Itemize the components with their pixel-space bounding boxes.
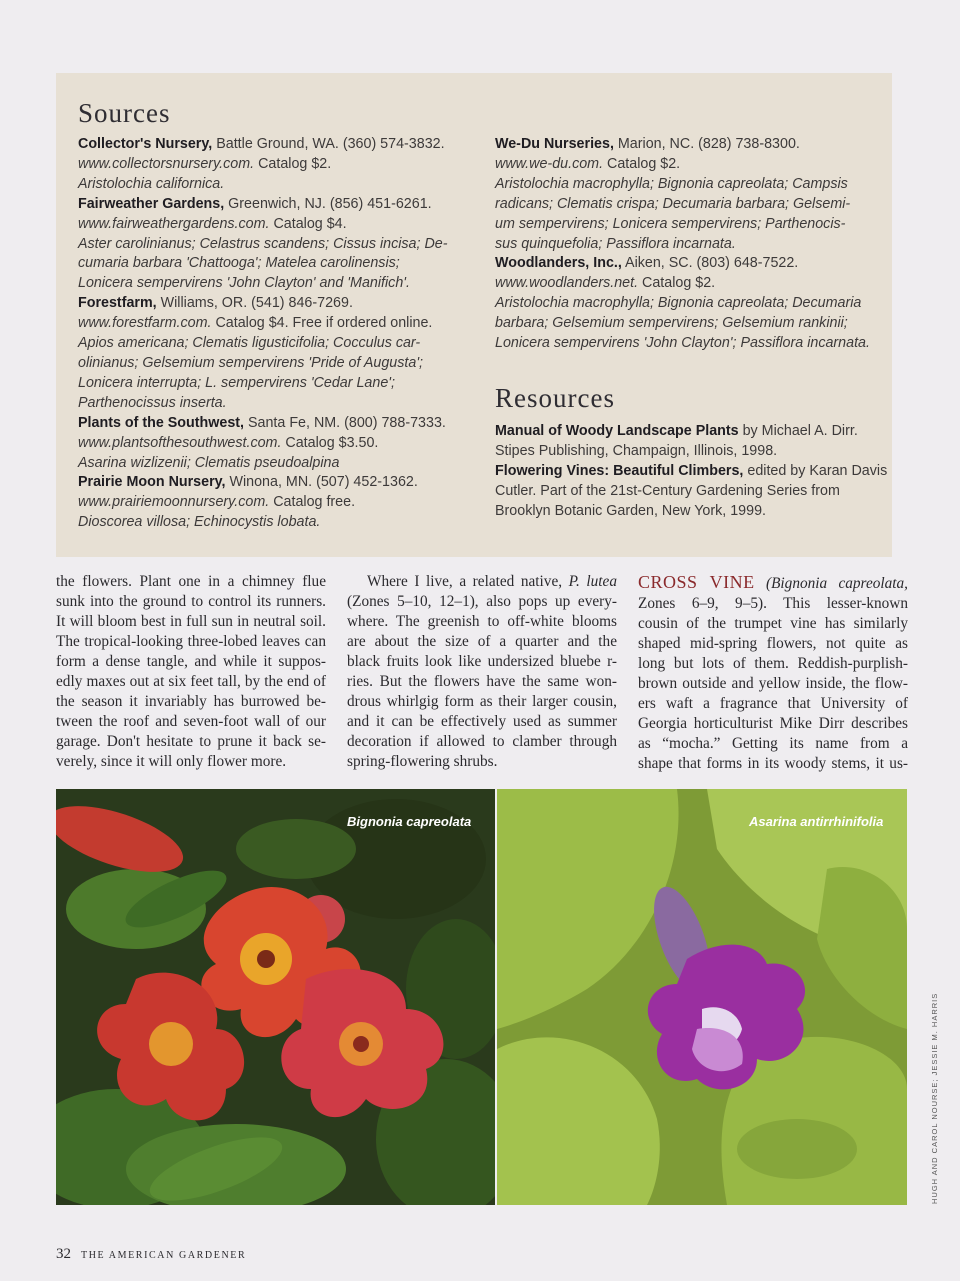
body-line: are about the size of a quarter and the bbox=[347, 633, 617, 650]
body-line: shape that forms in its woody stems, it us- bbox=[638, 755, 908, 772]
source-entry bbox=[78, 473, 456, 533]
body-line: edly maxes out at six feet tall, by the end of bbox=[56, 673, 326, 690]
source-website: www.forestfarm.com. bbox=[78, 315, 212, 332]
cross-vine-heading: CROSS VINE bbox=[638, 572, 755, 592]
source-details: Winona, MN. (507) 452-1362. bbox=[225, 474, 418, 491]
photo-credit: HUGH AND CAROL NOURSE; JESSIE M. HARRIS bbox=[930, 992, 939, 1204]
bignonia-flowers-illustration bbox=[56, 789, 495, 1205]
source-details: Marion, NC. (828) 738-8300. bbox=[613, 136, 800, 152]
source-name: Collector's Nursery, bbox=[78, 136, 213, 152]
source-website: www.prairiemoonnursery.com. bbox=[78, 494, 270, 511]
body-line: form a dense tangle, and while it suppos- bbox=[56, 653, 326, 670]
body-line: garage. Don't hesitate to prune it back se- bbox=[56, 733, 326, 750]
source-entry bbox=[495, 135, 875, 254]
source-catalog: Catalog $4. bbox=[269, 215, 347, 232]
sources-sidebar bbox=[56, 73, 892, 557]
resource-details: edited by Karan Davis bbox=[743, 462, 888, 479]
page-footer bbox=[56, 1246, 246, 1263]
asarina-caption: Asarina antirrhinifolia bbox=[749, 814, 884, 829]
source-details: Williams, OR. (541) 846-7269. bbox=[156, 295, 353, 312]
source-plants: Asarina wizlizenii; Clematis pseudoalpina bbox=[78, 454, 340, 471]
body-line: as “mocha.” Getting its name from a bbox=[638, 735, 908, 752]
source-entry bbox=[78, 294, 456, 413]
species-name: P. lutea bbox=[568, 573, 617, 590]
body-line: shaped mid-spring flowers, not quite as bbox=[638, 635, 908, 652]
source-plants: Apios americana; Clematis ligusticifolia; Cocculus car- bbox=[78, 335, 421, 352]
source-plants: sus quinquefolia; Passiflora incarnata. bbox=[495, 235, 736, 252]
resource-details: Brooklyn Botanic Garden, New York, 1999. bbox=[495, 502, 767, 519]
source-catalog: Catalog $3.50. bbox=[281, 434, 379, 451]
source-name: Forestfarm, bbox=[78, 295, 157, 312]
body-line: ries. But the flowers have the same won- bbox=[347, 673, 617, 690]
source-plants: Aristolochia macrophylla; Bignonia capreolata; Decumaria bbox=[495, 295, 862, 312]
bignonia-caption: Bignonia capreolata bbox=[347, 814, 472, 829]
source-website: www.woodlanders.net. bbox=[495, 275, 639, 292]
body-line: brown outside and yellow inside, the flow- bbox=[638, 675, 908, 692]
source-plants: Lonicera interrupta; L. sempervirens 'Cedar Lane'; bbox=[78, 374, 395, 391]
body-line: the season it invariably has burrowed be- bbox=[56, 693, 326, 710]
source-plants: Lonicera sempervirens 'John Clayton'; Passiflora incarnata. bbox=[495, 335, 870, 352]
page-number: 32 bbox=[56, 1246, 71, 1262]
source-plants: um sempervirens; Lonicera sempervirens; Parthenocis- bbox=[495, 215, 846, 232]
body-line: The tropical-looking three-lobed leaves can bbox=[56, 633, 326, 650]
source-catalog: Catalog free. bbox=[269, 494, 356, 511]
body-line: tween the roof and seven-foot wall of our bbox=[56, 713, 326, 730]
sources-left-column bbox=[78, 97, 456, 533]
resource-details: by Michael A. Dirr. bbox=[738, 422, 858, 439]
source-plants: Aristolochia macrophylla; Bignonia capreolata; Campsis bbox=[495, 175, 848, 192]
source-plants: cumaria barbara 'Chattooga'; Matelea carolinensis; bbox=[78, 255, 400, 272]
sources-heading: Sources bbox=[78, 98, 171, 128]
source-name: Plants of the Southwest, bbox=[78, 414, 245, 431]
source-name: Fairweather Gardens, bbox=[78, 195, 225, 212]
source-entry bbox=[78, 414, 456, 474]
source-name: Woodlanders, Inc., bbox=[495, 255, 622, 272]
bignonia-photo bbox=[56, 789, 495, 1205]
source-plants: barbara; Gelsemium sempervirens; Gelsemium rankinii; bbox=[495, 315, 848, 332]
source-details: Aiken, SC. (803) 648-7522. bbox=[621, 255, 799, 272]
body-line: and it can be effectively used as summer bbox=[347, 713, 617, 730]
source-name: We-Du Nurseries, bbox=[495, 136, 614, 152]
body-line: verely, since it will only flower more. bbox=[56, 753, 287, 770]
source-website: www.collectorsnursery.com. bbox=[78, 155, 255, 172]
body-line: ers waft a fragrance that University of bbox=[638, 695, 908, 712]
asarina-photo bbox=[497, 789, 907, 1205]
source-details: Greenwich, NJ. (856) 451-6261. bbox=[224, 195, 432, 212]
resource-entry bbox=[495, 422, 875, 462]
source-plants: Aster carolinianus; Celastrus scandens; Cissus incisa; De- bbox=[78, 235, 448, 252]
resource-title: Flowering Vines: Beautiful Climbers, bbox=[495, 462, 744, 479]
resource-details: Stipes Publishing, Champaign, Illinois, 1998. bbox=[495, 442, 778, 459]
body-line: black fruits look like undersized bluebe r- bbox=[347, 653, 617, 670]
source-entry bbox=[78, 135, 456, 195]
body-line: decoration if allowed to clamber through bbox=[347, 733, 617, 750]
body-column-2 bbox=[347, 572, 617, 772]
cross-vine-species: (Bignonia capreolata, bbox=[754, 575, 909, 592]
magazine-name: THE AMERICAN GARDENER bbox=[81, 1250, 247, 1261]
source-plants: Dioscorea villosa; Echinocystis lobata. bbox=[78, 514, 321, 531]
source-details: Battle Ground, WA. (360) 574-3832. bbox=[212, 136, 445, 152]
source-website: www.fairweathergardens.com. bbox=[78, 215, 270, 232]
source-catalog: Catalog $2. bbox=[638, 275, 716, 292]
resource-title: Manual of Woody Landscape Plants bbox=[495, 422, 739, 439]
body-line: It will bloom best in full sun in neutral soil. bbox=[56, 613, 326, 630]
body-column-3 bbox=[638, 572, 908, 774]
body-line: (Zones 5–10, 12–1), also pops up every- bbox=[347, 593, 617, 610]
source-catalog: Catalog $2. bbox=[254, 155, 332, 172]
resource-details: Cutler. Part of the 21st-Century Gardening Series from bbox=[495, 482, 840, 499]
source-details: Santa Fe, NM. (800) 788-7333. bbox=[244, 414, 446, 431]
body-line bbox=[638, 572, 908, 594]
source-plants: Aristolochia californica. bbox=[78, 175, 225, 192]
source-entry bbox=[495, 254, 875, 354]
body-line: drous whirlgig form as their larger cousin, bbox=[347, 693, 617, 710]
source-plants: Lonicera sempervirens 'John Clayton' and 'Manifich'. bbox=[78, 275, 410, 292]
sources-right-column bbox=[495, 97, 888, 522]
body-line: long but lots of them. Reddish-purplish- bbox=[638, 655, 908, 672]
resources-heading: Resources bbox=[495, 382, 615, 413]
body-line: sunk into the ground to control its runners. bbox=[56, 593, 326, 610]
source-plants: Parthenocissus inserta. bbox=[78, 394, 227, 411]
source-plants: radicans; Clematis crispa; Decumaria barbara; Gelsemi- bbox=[495, 195, 851, 212]
body-line bbox=[347, 572, 617, 592]
source-plants: olinianus; Gelsemium sempervirens 'Pride of Augusta'; bbox=[78, 354, 424, 371]
source-name: Prairie Moon Nursery, bbox=[78, 474, 226, 491]
asarina-flower-illustration bbox=[497, 789, 907, 1205]
source-catalog: Catalog $4. Free if ordered online. bbox=[211, 315, 433, 332]
resource-entry bbox=[495, 462, 888, 522]
body-line: spring-flowering shrubs. bbox=[347, 753, 498, 770]
source-website: www.we-du.com. bbox=[495, 155, 604, 172]
body-text: Where I live, a related native, bbox=[367, 573, 569, 590]
source-catalog: Catalog $2. bbox=[603, 155, 681, 172]
source-entry bbox=[78, 195, 456, 295]
body-line: Zones 6–9, 9–5). This lesser-known bbox=[638, 595, 908, 612]
body-column-1 bbox=[56, 572, 326, 772]
body-line: where. The greenish to off-white blooms bbox=[347, 613, 617, 630]
body-line: cousin of the trumpet vine has similarly bbox=[638, 615, 908, 632]
source-website: www.plantsofthesouthwest.com. bbox=[78, 434, 282, 451]
body-line: the flowers. Plant one in a chimney flue bbox=[56, 573, 326, 590]
body-line: Georgia horticulturist Mike Dirr describes bbox=[638, 715, 908, 732]
